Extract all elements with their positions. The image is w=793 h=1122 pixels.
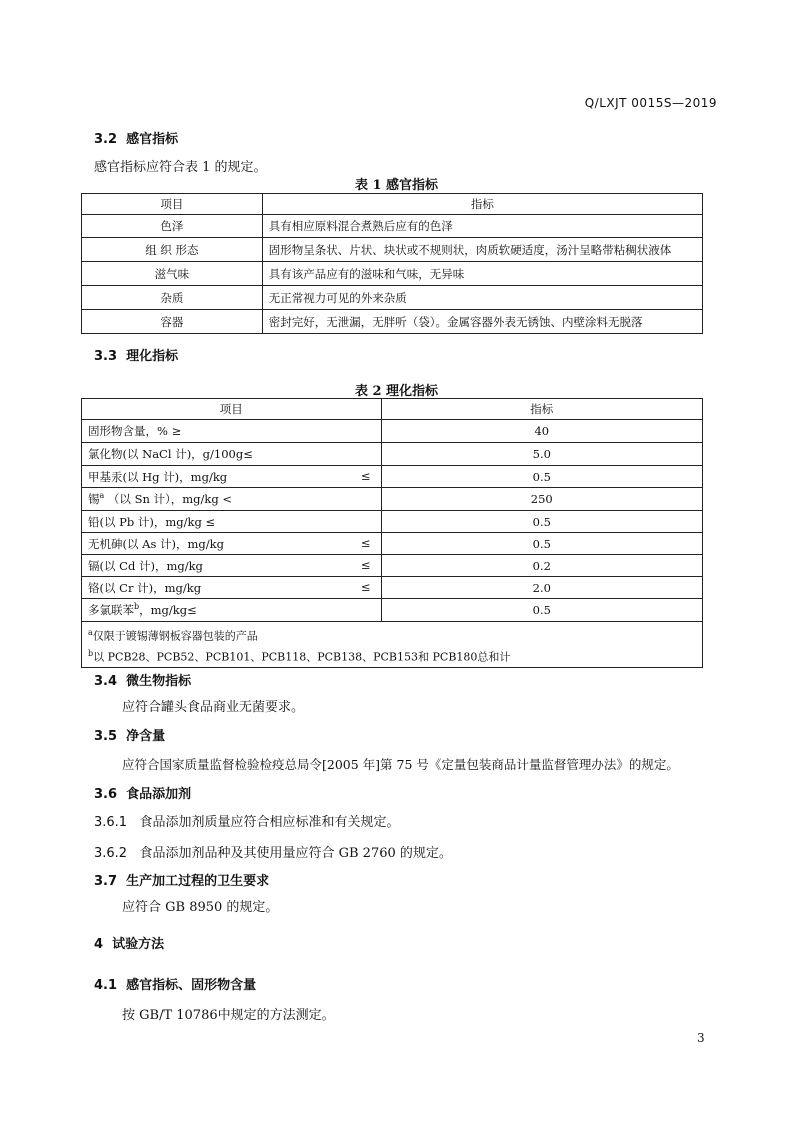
section-title: 净含量	[126, 729, 166, 744]
table-header-cell: 项目	[82, 399, 382, 420]
table-row	[82, 286, 703, 310]
table-footnotes	[82, 622, 703, 668]
table-cell-item: 组 织 形态	[82, 238, 263, 262]
table-header-row	[82, 399, 703, 420]
section-number: 3.6	[94, 787, 118, 802]
table-row	[82, 577, 703, 599]
section-3-4-heading	[94, 670, 191, 689]
section-number: 3.5	[94, 729, 118, 744]
table-cell-item: 铅(以 Pb 计)，mg/kg ≤	[82, 511, 382, 533]
table-row	[82, 310, 703, 334]
table-cell-value: 0.5	[381, 466, 702, 488]
table-row	[82, 599, 703, 622]
table-row	[82, 466, 703, 488]
table-row	[82, 488, 703, 511]
section-3-5-text: 应符合国家质量监督检验检疫总局令[2005 年]第 75 号《定量包装商品计量监督管理办法》的规定。	[122, 757, 679, 772]
table-header-row	[82, 194, 703, 215]
section-number: 3.2	[94, 132, 118, 147]
table-cell-item: 镉(以 Cd 计)，mg/kg ≤	[82, 555, 382, 577]
section-4-1-heading	[94, 974, 256, 993]
table-row	[82, 443, 703, 466]
section-number: 3.6.2	[94, 846, 128, 861]
section-title: 感官指标	[126, 132, 179, 147]
table-cell-item: 甲基汞(以 Hg 计)，mg/kg ≤	[82, 466, 382, 488]
section-number: 3.6.1	[94, 815, 128, 830]
table-row	[82, 420, 703, 443]
section-4-heading	[94, 933, 164, 952]
table-row	[82, 533, 703, 555]
table-cell-value: 2.0	[381, 577, 702, 599]
section-3-2-heading	[94, 128, 178, 147]
table-cell-value: 0.5	[381, 599, 702, 622]
table-cell-value: 具有相应原料混合煮熟后应有的色泽	[262, 215, 702, 238]
table2-caption: 表 2 理化指标	[354, 384, 439, 399]
section-4-1-text: 按 GB/T 10786中规定的方法测定。	[122, 1008, 335, 1023]
table-cell-value: 250	[381, 488, 702, 511]
table-footnote-row	[82, 622, 703, 668]
table-cell-item: 色泽	[82, 215, 263, 238]
section-number: 3.4	[94, 674, 118, 689]
table-cell-item: 滋气味	[82, 262, 263, 286]
table-cell-item: 铬(以 Cr 计)，mg/kg ≤	[82, 577, 382, 599]
section-number: 4	[94, 937, 104, 952]
section-3-2-text: 感官指标应符合表 1 的规定。	[94, 160, 267, 175]
table-header-cell: 指标	[262, 194, 702, 215]
table-cell-value: 0.5	[381, 511, 702, 533]
footnote-a: $^a$仅限于镀锡薄钢板容器包装的产品	[88, 628, 258, 643]
table-cell-value: 无正常视力可见的外来杂质	[262, 286, 702, 310]
section-text: 食品添加剂质量应符合相应标准和有关规定。	[139, 815, 400, 830]
table-cell-value: 固形物呈条状、片状、块状或不规则状，肉质软硬适度，汤汁呈略带粘稠状液体	[262, 238, 702, 262]
section-3-3-heading	[94, 345, 178, 364]
table-header-cell: 指标	[381, 399, 702, 420]
table-row	[82, 511, 703, 533]
table-cell-value: 40	[381, 420, 702, 443]
table-cell-item: 无机砷(以 As 计)，mg/kg ≤	[82, 533, 382, 555]
table-cell-item: 容器	[82, 310, 263, 334]
section-3-5-heading	[94, 725, 165, 744]
section-number: 3.7	[94, 874, 118, 889]
table-cell-item: 杂质	[82, 286, 263, 310]
section-text: 食品添加剂品种及其使用量应符合 GB 2760 的规定。	[139, 846, 452, 861]
section-title: 试验方法	[112, 937, 165, 952]
table-cell-value: 具有该产品应有的滋味和气味，无异味	[262, 262, 702, 286]
table2-physicochemical	[81, 398, 703, 668]
section-number: 3.3	[94, 349, 118, 364]
section-title: 微生物指标	[126, 674, 192, 689]
table-row	[82, 238, 703, 262]
standard-code-header: Q/LXJT 0015S—2019	[584, 96, 717, 110]
footnote-b: $^b$以 PCB28、PCB52、PCB101、PCB118、PCB138、PCB153和 PCB180总和计	[88, 648, 511, 664]
section-3-6-heading	[94, 783, 191, 802]
table-cell-value: 密封完好，无泄漏，无胖听（袋）。金属容器外表无锈蚀、内壁涂料无脱落	[262, 310, 702, 334]
section-title: 生产加工过程的卫生要求	[126, 874, 270, 889]
table1-caption: 表 1 感官指标	[354, 178, 439, 193]
table-row	[82, 555, 703, 577]
section-3-7-heading	[94, 870, 269, 889]
table-cell-item: 多氯联苯$^b$，mg/kg≤	[82, 599, 382, 622]
section-3-6-2	[94, 842, 452, 861]
section-3-7-text: 应符合 GB 8950 的规定。	[122, 900, 279, 915]
section-3-4-text: 应符合罐头食品商业无菌要求。	[122, 700, 305, 715]
table-cell-item: 固形物含量，% ≥	[82, 420, 382, 443]
table-cell-value: 0.5	[381, 533, 702, 555]
section-title: 感官指标、固形物含量	[126, 978, 257, 993]
table-header-cell: 项目	[82, 194, 263, 215]
section-number: 4.1	[94, 978, 118, 993]
table1-sensory	[81, 193, 703, 334]
table-cell-item: 氯化物(以 NaCl 计)，g/100g≤	[82, 443, 382, 466]
table-cell-value: 5.0	[381, 443, 702, 466]
section-title: 理化指标	[126, 349, 179, 364]
table-row	[82, 262, 703, 286]
table-row	[82, 215, 703, 238]
table-cell-value: 0.2	[381, 555, 702, 577]
section-3-6-1	[94, 811, 400, 830]
section-title: 食品添加剂	[126, 787, 192, 802]
page-number: 3	[697, 1031, 705, 1045]
table-cell-item: 锡$^a$ （以 Sn 计），mg/kg <	[82, 488, 382, 511]
